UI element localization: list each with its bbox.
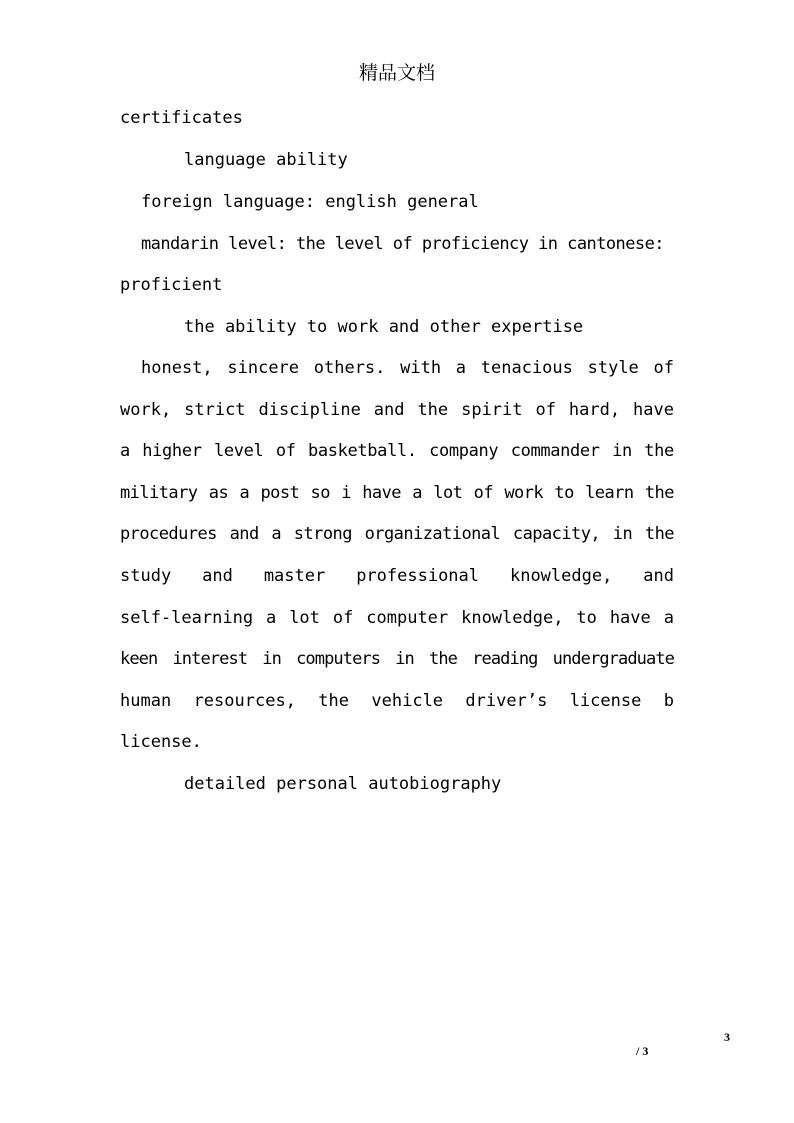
word: reading xyxy=(472,649,538,669)
word: vehicle xyxy=(371,691,444,711)
text-line: language ability xyxy=(184,150,348,170)
word: and xyxy=(373,400,405,420)
word: a xyxy=(120,441,130,461)
word: capacity, xyxy=(512,524,601,544)
word: so xyxy=(310,483,330,503)
word: strong xyxy=(293,524,352,544)
text-line: detailed personal autobiography xyxy=(184,774,502,794)
text-line-justified xyxy=(120,439,674,463)
word: resources, xyxy=(193,691,296,711)
word: honest, xyxy=(141,358,213,378)
word: have xyxy=(362,483,401,503)
word: of xyxy=(653,358,674,378)
word: to xyxy=(554,483,574,503)
word: commander xyxy=(510,441,600,461)
word: self-learning xyxy=(120,608,254,628)
word: and xyxy=(229,524,259,544)
word: the xyxy=(318,691,350,711)
word: a xyxy=(266,608,277,628)
word: the xyxy=(417,400,449,420)
word: of xyxy=(275,441,296,461)
word: learn xyxy=(585,483,634,503)
text-line-justified xyxy=(120,481,674,505)
word: a xyxy=(663,608,674,628)
document-header-title: 精品文档 xyxy=(358,62,435,84)
word: driver’s xyxy=(465,691,548,711)
word: computers xyxy=(296,649,381,669)
word: b xyxy=(663,691,674,711)
text-line-justified xyxy=(120,606,674,630)
word: have xyxy=(609,608,651,628)
word: higher xyxy=(142,441,202,461)
word: others. xyxy=(313,358,386,378)
word: i xyxy=(341,483,351,503)
word: the xyxy=(644,524,674,544)
word: work, xyxy=(120,400,172,420)
word: keen xyxy=(120,649,158,669)
word: post xyxy=(260,483,300,503)
text-line-justified xyxy=(120,564,674,588)
word: procedures xyxy=(120,524,217,544)
word: organizational xyxy=(364,524,501,544)
word: a xyxy=(412,483,422,503)
word: human xyxy=(120,691,172,711)
word: of xyxy=(332,608,354,628)
word: discipline xyxy=(258,400,361,420)
word: with xyxy=(400,358,442,378)
word: and xyxy=(202,566,233,586)
word: the xyxy=(429,649,458,669)
text-line: license. xyxy=(120,732,202,752)
text-line-justified xyxy=(141,356,674,380)
word: professional xyxy=(356,566,480,586)
text-line: proficient xyxy=(120,275,223,295)
word: the xyxy=(644,483,674,503)
word: undergraduate xyxy=(552,649,674,669)
text-line: certificates xyxy=(120,108,243,128)
word: hard, xyxy=(568,400,621,420)
word: strict xyxy=(184,400,246,420)
word: in xyxy=(612,441,632,461)
word: knowledge, xyxy=(461,608,564,628)
text-line-justified xyxy=(120,398,674,422)
word: tenacious xyxy=(480,358,573,378)
text-line-justified xyxy=(120,689,674,713)
word: basketball. xyxy=(307,441,417,461)
page-total: / 3 xyxy=(636,1044,649,1058)
word: computer xyxy=(366,608,449,628)
text-line: foreign language: english general xyxy=(141,192,479,212)
word: in xyxy=(612,524,633,544)
word: interest xyxy=(172,649,248,669)
text-line: mandarin level: the level of proficiency in cantonese: xyxy=(141,234,664,254)
word: and xyxy=(643,566,674,586)
word: company xyxy=(429,441,499,461)
word: to xyxy=(576,608,597,628)
word: a xyxy=(239,483,250,503)
text-line-justified xyxy=(120,647,674,671)
text-line-justified xyxy=(120,522,674,546)
word: spirit xyxy=(461,400,523,420)
page-number: 3 xyxy=(724,1030,730,1044)
word: level xyxy=(213,441,264,461)
word: of xyxy=(535,400,556,420)
word: master xyxy=(263,566,326,586)
word: lot xyxy=(289,608,320,628)
word: have xyxy=(633,400,674,420)
word: style xyxy=(587,358,639,378)
word: a xyxy=(271,524,282,544)
word: license xyxy=(569,691,642,711)
word: in xyxy=(395,649,414,669)
text-line: the ability to work and other expertise xyxy=(184,317,584,337)
word: lot xyxy=(433,483,463,503)
word: study xyxy=(120,566,172,586)
word: sincere xyxy=(227,358,300,378)
word: knowledge, xyxy=(509,566,613,586)
word: in xyxy=(262,649,281,669)
word: of xyxy=(473,483,494,503)
word: the xyxy=(644,441,674,461)
word: work xyxy=(504,483,544,503)
word: a xyxy=(455,358,467,378)
word: military xyxy=(120,483,198,503)
word: as xyxy=(208,483,229,503)
